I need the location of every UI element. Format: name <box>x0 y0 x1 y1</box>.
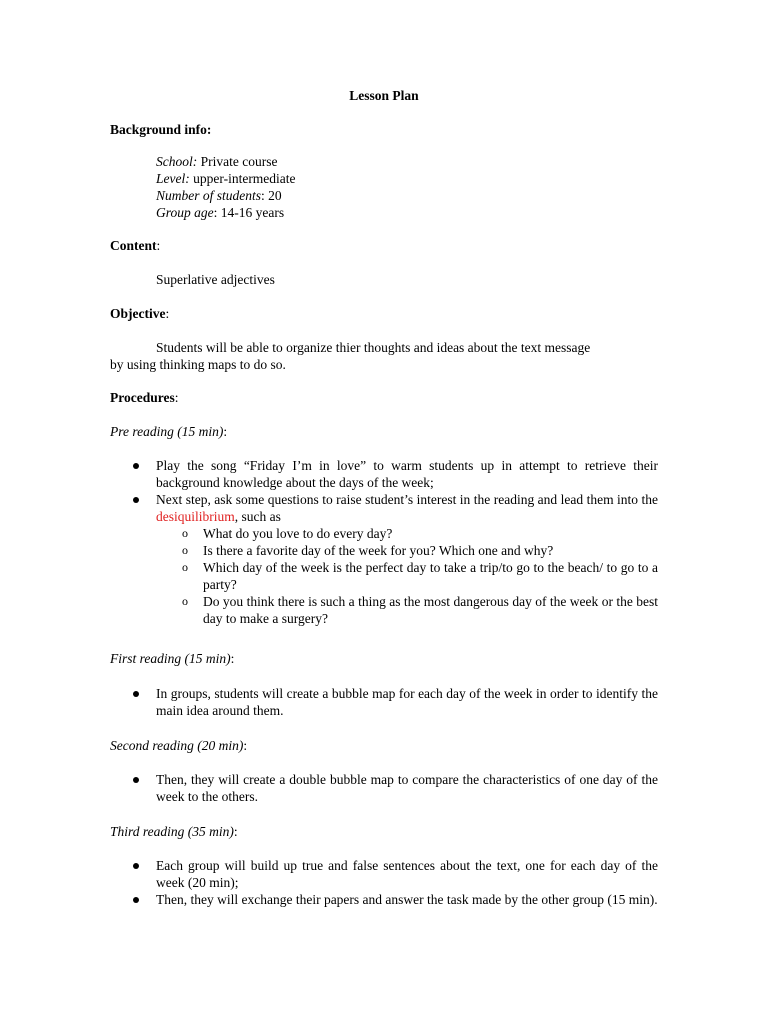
first-reading-list <box>110 685 658 719</box>
pre-reading-list <box>110 457 658 627</box>
second-reading-heading <box>110 737 247 754</box>
procedures-heading <box>110 389 179 406</box>
list-item <box>110 457 658 491</box>
content-colon: : <box>156 238 161 253</box>
list-item-text: In groups, students will create a bubble map for each day of the week in order to identify the main idea around them. <box>156 686 658 718</box>
list-item-text: Play the song “Friday I’m in love” to warm students up in attempt to retrieve their background knowledge about the days of the week; <box>156 458 658 490</box>
background-info-list <box>156 153 296 221</box>
students-label: Number of students <box>156 188 262 203</box>
question-item <box>156 542 658 559</box>
question-item <box>156 593 658 627</box>
list-item <box>110 771 658 805</box>
procedures-colon: : <box>174 390 179 405</box>
question-list <box>156 525 658 627</box>
school-row <box>156 153 296 170</box>
second-reading-label: Second reading (20 min) <box>110 738 244 753</box>
objective-heading <box>110 305 169 322</box>
background-heading: Background info: <box>110 122 212 137</box>
question-text: Do you think there is such a thing as the most dangerous day of the week or the best day to make a surgery? <box>203 594 658 626</box>
circle-bullet-icon: o <box>182 594 188 608</box>
students-value: 20 <box>268 188 282 203</box>
circle-bullet-icon: o <box>182 560 188 574</box>
group-age-colon: : <box>213 205 218 220</box>
highlighted-term: desiquilibrium <box>156 509 235 524</box>
content-text: Superlative adjectives <box>156 272 275 287</box>
question-item <box>156 525 658 542</box>
circle-bullet-icon: o <box>182 543 188 557</box>
school-label: School: <box>156 154 198 169</box>
list-item-text-end: , such as <box>234 509 281 524</box>
school-value: Private course <box>200 154 278 169</box>
circle-bullet-icon: o <box>182 526 188 540</box>
question-text: What do you love to do every day? <box>203 526 393 541</box>
bullet-icon <box>133 897 139 903</box>
group-age-label: Group age <box>156 205 214 220</box>
third-reading-heading <box>110 823 238 840</box>
question-text: Which day of the week is the perfect day to take a trip/to go to the beach/ to go to a party? <box>203 560 658 592</box>
students-row <box>156 187 296 204</box>
level-row <box>156 170 296 187</box>
bullet-icon <box>133 497 139 503</box>
objective-text <box>110 339 658 373</box>
list-item-text: Then, they will exchange their papers and answer the task made by the other group (15 min). <box>156 892 658 907</box>
third-reading-colon: : <box>233 824 238 839</box>
list-item <box>110 857 658 891</box>
second-reading-colon: : <box>243 738 248 753</box>
level-label: Level: <box>156 171 190 186</box>
pre-reading-label: Pre reading (15 min) <box>110 424 224 439</box>
third-reading-label: Third reading (35 min) <box>110 824 234 839</box>
list-item-text: Each group will build up true and false sentences about the text, one for each day of the week (20 min); <box>156 858 658 890</box>
first-reading-heading <box>110 650 234 667</box>
content-heading <box>110 237 160 254</box>
bullet-icon <box>133 691 139 697</box>
document-title: Lesson Plan <box>349 88 419 103</box>
bullet-icon <box>133 777 139 783</box>
third-reading-list <box>110 857 658 908</box>
content-heading-text: Content <box>110 238 157 253</box>
objective-line-2: by using thinking maps to do so. <box>110 357 286 372</box>
bullet-icon <box>133 463 139 469</box>
group-age-row <box>156 204 296 221</box>
level-value: upper-intermediate <box>193 171 296 186</box>
group-age-value: 14-16 years <box>220 205 285 220</box>
second-reading-list <box>110 771 658 805</box>
first-reading-label: First reading (15 min) <box>110 651 231 666</box>
list-item-text: Then, they will create a double bubble map to compare the characteristics of one day of the week to the others. <box>156 772 658 804</box>
question-item <box>156 559 658 593</box>
bullet-icon <box>133 863 139 869</box>
students-colon: : <box>261 188 265 203</box>
procedures-heading-text: Procedures <box>110 390 175 405</box>
list-item <box>110 891 658 908</box>
objective-colon: : <box>165 306 170 321</box>
question-text: Is there a favorite day of the week for you? Which one and why? <box>203 543 554 558</box>
list-item <box>110 491 658 627</box>
list-item <box>110 685 658 719</box>
first-reading-colon: : <box>230 651 235 666</box>
objective-line-1: Students will be able to organize thier thoughts and ideas about the text message <box>156 340 591 355</box>
list-item-text: Next step, ask some questions to raise student’s interest in the reading and lead them into the <box>156 492 658 507</box>
pre-reading-colon: : <box>223 424 228 439</box>
pre-reading-heading <box>110 423 227 440</box>
objective-heading-text: Objective <box>110 306 166 321</box>
